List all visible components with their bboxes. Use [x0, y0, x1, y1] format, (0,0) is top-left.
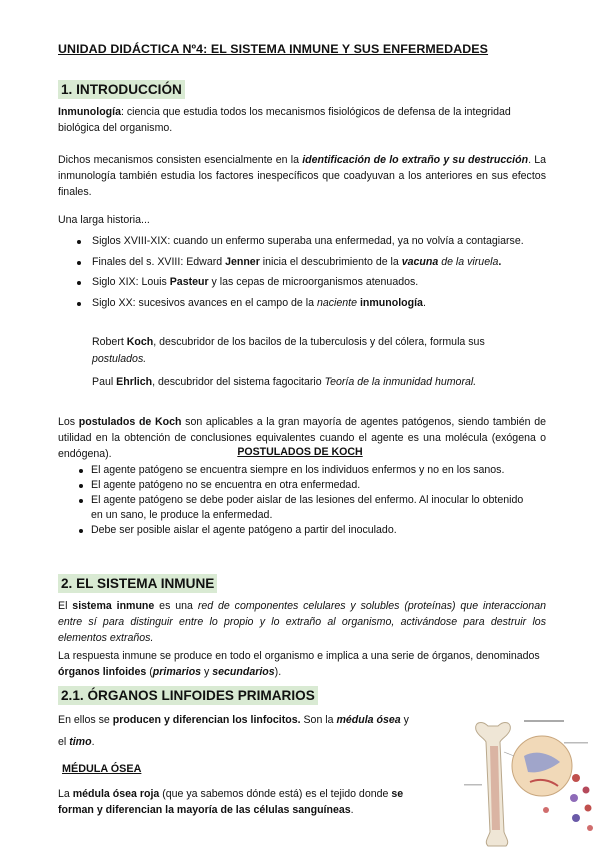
text: Siglo XX: sucesivos avances en el campo de la: [92, 296, 317, 309]
section-heading-introduccion: 1. INTRODUCCIÓN: [58, 80, 185, 99]
paragraph-sistema-inmune: [58, 598, 546, 646]
list-item: El agente patógeno se debe poder aislar de las lesiones del enfermo. Al inocular lo obtenido en un sano, le produce la enfermedad.: [58, 493, 528, 523]
cell-icon: [583, 787, 590, 794]
list-item: El agente patógeno se encuentra siempre en los individuos enfermos y no en los sanos.: [58, 463, 528, 478]
paragraph-inmunologia: [58, 104, 546, 136]
term-inmunologia: Inmunología: [58, 106, 121, 118]
text: se: [391, 788, 404, 800]
list-item: El agente patógeno no se encuentra en otra enfermedad.: [58, 478, 528, 493]
emphasis-identificacion: identificación de lo extraño y su destrucción: [302, 154, 529, 166]
text: son aplicables a la gran mayoría de agentes patógenos, siendo también de utilidad en la obtención de conclusiones equivalentes cuando el agente es una molécula (exógena o endógena).: [58, 416, 546, 460]
text: Dichos mecanismos consisten esencialmente en la: [58, 154, 303, 166]
text: y las cepas de microorganismos atenuados.: [208, 276, 419, 288]
text: La respuesta inmune se produce en todo el organismo e implica a una serie de órganos, denominados: [58, 650, 540, 662]
text: Los: [58, 416, 79, 428]
paragraph-respuesta-inmune: [58, 648, 546, 680]
cell-icon: [543, 807, 549, 813]
paragraph-mecanismos: [58, 152, 546, 200]
text: forman y diferencian la mayoría de las células sanguíneas: [58, 804, 351, 816]
list-item: [58, 233, 528, 250]
text: .: [498, 255, 502, 268]
text: y: [201, 666, 213, 678]
bone-marrow-illustration: [444, 712, 600, 848]
text: Robert: [92, 336, 127, 348]
label-mark: [464, 784, 482, 786]
paragraph-organos-primarios: [58, 712, 438, 728]
name-pasteur: Pasteur: [169, 276, 209, 288]
text: red de componentes celulares y solubles (proteínas) que interaccionan entre sí para distinguir entre lo propio y lo extraño al organismo, activándose para destruir los elementos extraños.: [58, 600, 546, 644]
text: médula ósea: [336, 714, 401, 726]
text: , descubridor de los bacilos de la tuberculosis y del cólera, formula sus: [153, 336, 485, 348]
postulados-list: [58, 463, 528, 538]
cell-icon: [570, 794, 578, 802]
text: ).: [274, 666, 282, 678]
text: .: [143, 352, 147, 365]
cell-icon: [587, 825, 593, 831]
history-list: [58, 233, 528, 315]
paragraph-historia: Una larga historia...: [58, 214, 150, 226]
text: .: [350, 804, 354, 816]
term-organos-linfoides: órganos linfoides: [58, 666, 147, 678]
definition-text: : ciencia que estudia todos los mecanismos fisiológicos de defensa de la integridad biológica del organismo.: [58, 106, 511, 134]
cell-icon: [572, 814, 580, 822]
text: inicia el descubrimiento de la: [259, 255, 402, 268]
text: Paul: [92, 376, 117, 388]
text: .: [91, 736, 95, 748]
text: (: [146, 666, 153, 678]
sub-item-ehrlich: [92, 374, 532, 391]
section-heading-sistema-inmune: 2. EL SISTEMA INMUNE: [58, 574, 217, 593]
text: y: [400, 714, 409, 726]
leader-line: [504, 752, 514, 756]
document-title: UNIDAD DIDÁCTICA Nº4: EL SISTEMA INMUNE Y SUS ENFERMEDADES: [58, 42, 489, 56]
text: .: [422, 296, 426, 309]
label-mark: [564, 742, 588, 744]
name-jenner: Jenner: [225, 255, 260, 268]
list-item: Debe ser posible aislar el agente patógeno a partir del inoculado.: [58, 523, 528, 538]
text: La: [58, 788, 73, 800]
sub-item-koch: [92, 334, 532, 367]
text: el: [58, 736, 70, 748]
term-postulados-koch: postulados de Koch: [78, 416, 182, 428]
section-heading-organos-primarios: 2.1. ÓRGANOS LINFOIDES PRIMARIOS: [58, 686, 318, 705]
text: primarios: [152, 666, 202, 678]
text: Finales del s. XVIII: Edward: [92, 255, 226, 268]
cell-icon: [572, 774, 580, 782]
paragraph-medula-osea: [58, 786, 418, 818]
cell-icon: [585, 805, 592, 812]
text: naciente: [316, 296, 358, 309]
text: secundarios: [212, 666, 275, 678]
text: . La inmunología también estudia los factores inespecíficos que coadyuvan a los anteriores en sus efectos finales.: [58, 154, 546, 198]
text: Son la: [300, 714, 337, 726]
text: de la viruela: [438, 255, 499, 268]
term-inmunologia: inmunología: [357, 296, 423, 309]
text: postulados: [92, 352, 144, 365]
name-koch: Koch: [126, 336, 154, 348]
medula-osea-heading: MÉDULA ÓSEA: [62, 763, 142, 775]
text: Teoría de la inmunidad humoral.: [324, 376, 477, 388]
text: El: [58, 600, 73, 612]
paragraph-timo: [58, 734, 438, 750]
text: Siglos XVIII-XIX: cuando un enfermo superaba una enfermedad, ya no volvía a contagiarse.: [92, 235, 524, 247]
postulados-heading: POSTULADOS DE KOCH: [237, 446, 363, 458]
label-mark: [524, 720, 564, 722]
emphasis-vacuna: vacuna: [401, 255, 439, 268]
text: Siglo XIX: Louis: [92, 276, 170, 288]
list-item: [58, 274, 528, 291]
name-ehrlich: Ehrlich: [116, 376, 153, 388]
term-sistema-inmune: sistema inmune: [72, 600, 155, 612]
text: timo: [69, 736, 92, 748]
text: En ellos se: [58, 714, 113, 726]
text: (que ya sabemos dónde está) es el tejido donde: [159, 788, 392, 800]
list-item: [58, 295, 528, 312]
text: médula ósea roja: [72, 788, 160, 800]
list-item: [58, 254, 528, 271]
text: es una: [154, 600, 198, 612]
text: , descubridor del sistema fagocitario: [152, 376, 325, 388]
text: producen y diferencian los linfocitos.: [112, 714, 301, 726]
